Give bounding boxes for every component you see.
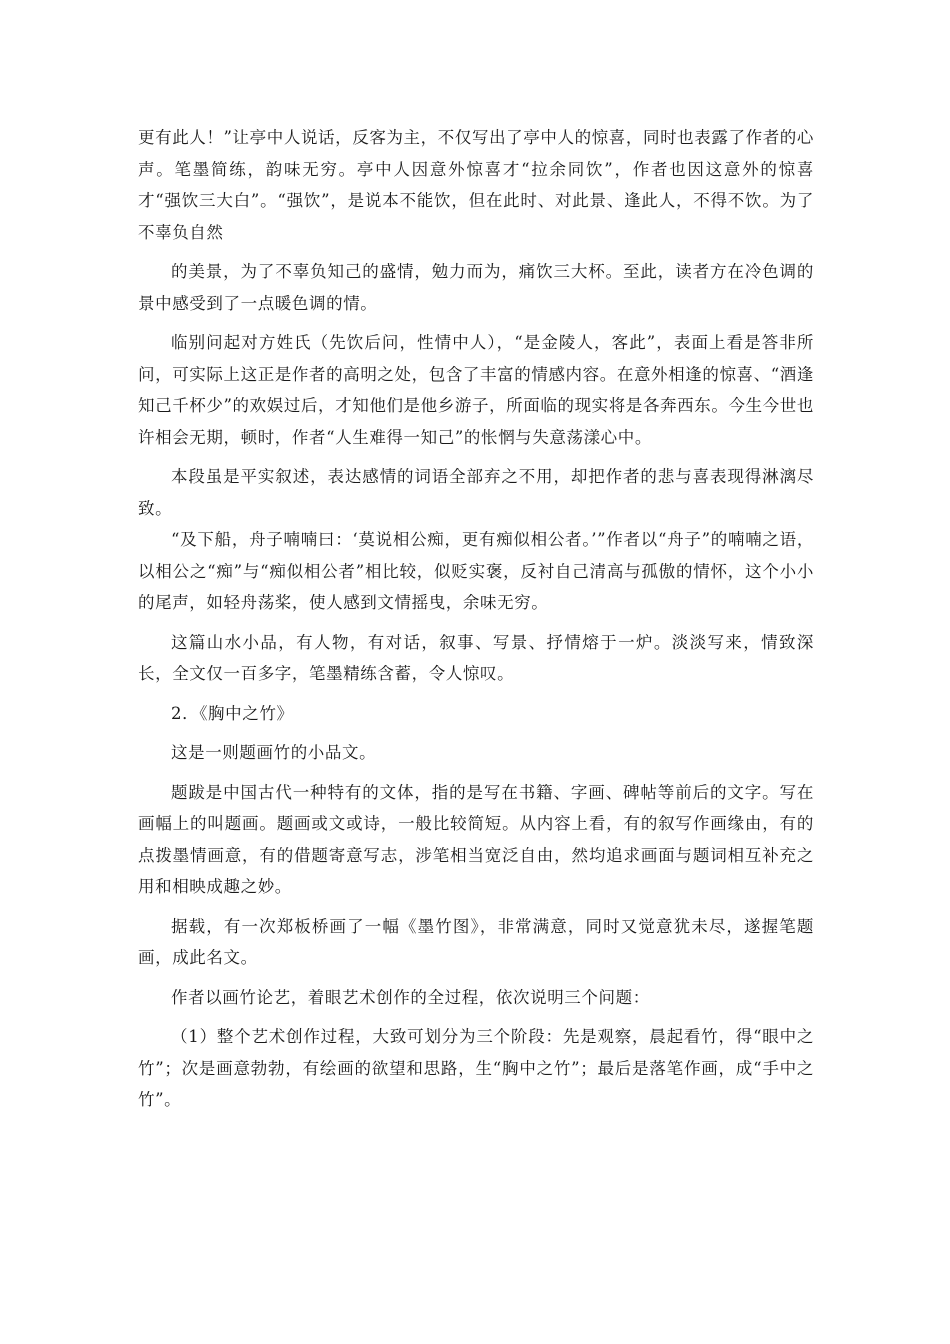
paragraph-farewell: 临别问起对方姓氏（先饮后问，性情中人），“是金陵人，客此”，表面上看是答非所问，可实际上这正是作者的高明之处，包含了丰富的情感内容。在意外相逢的惊喜、“酒逢知己千杯少”的欢娱过后，才知他们是他乡游子，所面临的现实将是各奔西东。今生今世也许相会无期，顿时，作者“人生难得一知己”的怅惘与失意荡漾心中。 bbox=[138, 333, 814, 447]
paragraph-three-questions: 作者以画竹论艺，着眼艺术创作的全过程，依次说明三个问题： bbox=[171, 987, 650, 1007]
paragraph-background: 据载，有一次郑板桥画了一幅《墨竹图》，非常满意，同时又觉意犹未尽，遂握笔题画，成此名文。 bbox=[138, 916, 814, 967]
list-item-1: （1）整个艺术创作过程，大致可划分为三个阶段：先是观察，晨起看竹，得“眼中之竹”；次是画意勃勃，有绘画的欲望和思路，生“胸中之竹”；最后是落笔作画，成“手中之竹”。 bbox=[138, 1027, 814, 1109]
paragraph-continuation: 更有此人！”让亭中人说话，反客为主，不仅写出了亭中人的惊喜，同时也表露了作者的心声。笔墨简练，韵味无穷。亭中人因意外惊喜才“拉余同饮”，作者也因这意外的惊喜才“强饮三大白”。“强饮”，是说本不能饮，但在此时、对此景、逢此人，不得不饮。为了不辜负自然 bbox=[138, 128, 814, 242]
paragraph-conclusion: 这篇山水小品，有人物，有对话，叙事、写景、抒情熔于一炉。淡淡写来，情致深长，全文仅一百多字，笔墨精练含蓄，令人惊叹。 bbox=[138, 632, 814, 683]
paragraph-boatman: “及下船，舟子喃喃曰：‘莫说相公痴，更有痴似相公者。’”作者以“舟子”的喃喃之语，以相公之“痴”与“痴似相公者”相比较，似贬实褒，反衬自己清高与孤傲的情怀，这个小小的尾声，如轻舟荡桨，使人感到文情摇曳，余味无穷。 bbox=[138, 530, 814, 612]
paragraph-warm-tone: 的美景，为了不辜负知己的盛情，勉力而为，痛饮三大杯。至此，读者方在冷色调的景中感受到了一点暖色调的情。 bbox=[138, 262, 814, 313]
document-body bbox=[138, 122, 814, 1116]
paragraph-tiba: 题跋是中国古代一种特有的文体，指的是写在书籍、字画、碑帖等前后的文字。写在画幅上的叫题画。题画或文或诗，一般比较简短。从内容上看，有的叙写作画缘由，有的点拨墨情画意，有的借题寄意写志，涉笔相当宽泛自由，然均追求画面与题词相互补充之用和相映成趣之妙。 bbox=[138, 782, 814, 896]
paragraph-intro: 这是一则题画竹的小品文。 bbox=[171, 743, 377, 762]
paragraph-summary: 本段虽是平实叙述，表达感情的词语全部弃之不用，却把作者的悲与喜表现得淋漓尽致。 bbox=[138, 467, 814, 518]
section-heading: 2．《胸中之竹》 bbox=[171, 703, 294, 723]
